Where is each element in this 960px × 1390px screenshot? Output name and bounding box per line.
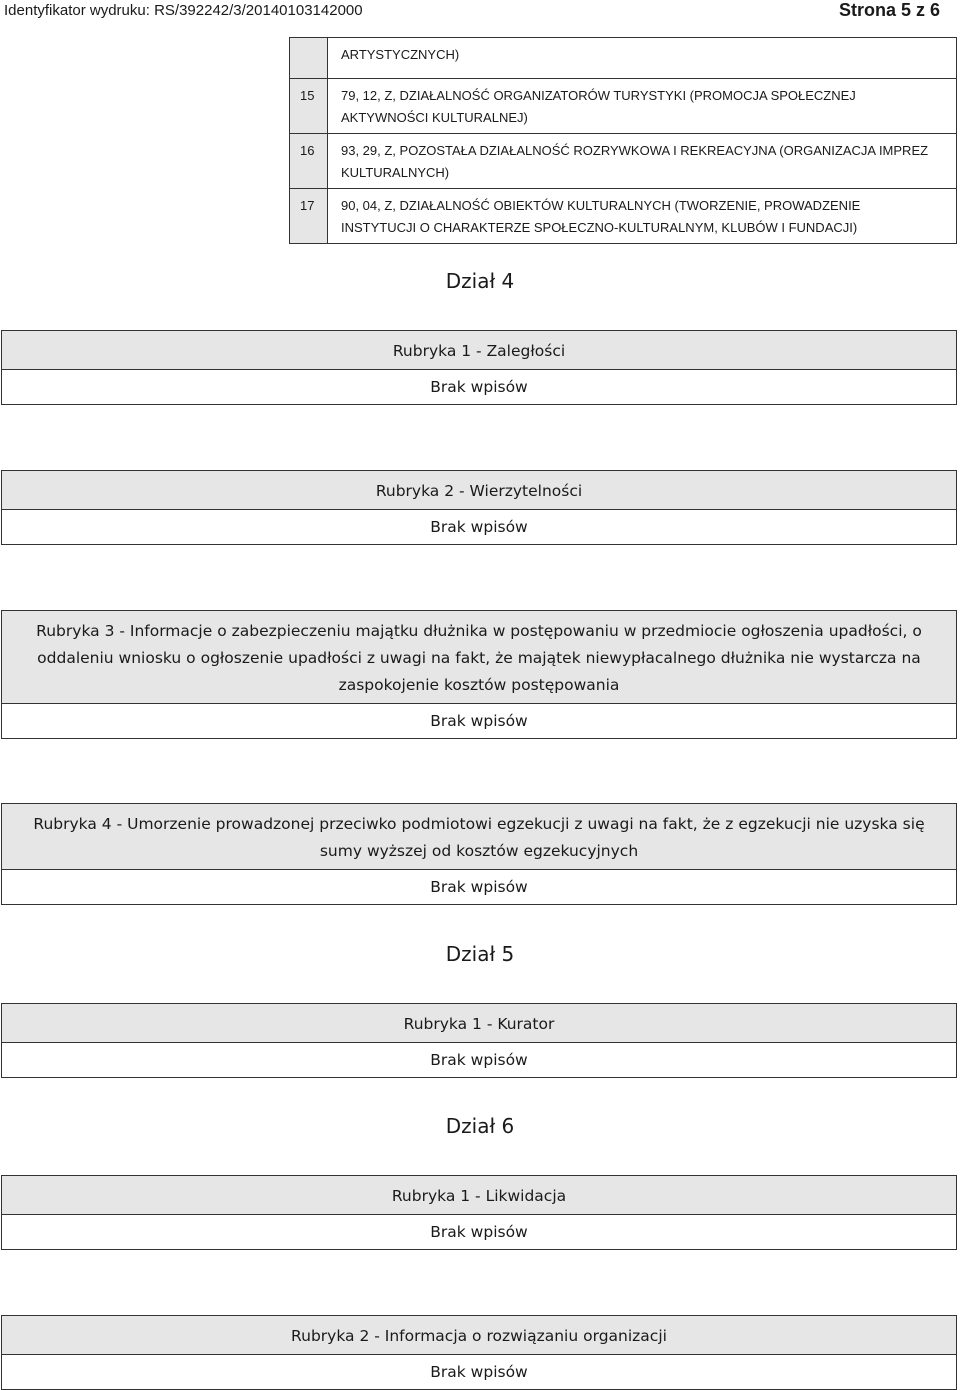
rubryka-body: Brak wpisów xyxy=(430,712,528,730)
pkd-description: 79, 12, Z, DZIAŁALNOŚĆ ORGANIZATORÓW TURYSTYKI (PROMOCJA SPOŁECZNEJ AKTYWNOŚCI KULTURALNEJ) xyxy=(328,79,957,134)
section-heading-dzial-4: Dział 4 xyxy=(445,269,515,293)
print-identifier: Identyfikator wydruku: RS/392242/3/20140103142000 xyxy=(4,2,363,19)
page-number: Strona 5 z 6 xyxy=(838,0,940,20)
pkd-description: 93, 29, Z, POZOSTAŁA DZIAŁALNOŚĆ ROZRYWKOWA I REKREACYJNA (ORGANIZACJA IMPREZ KULTURALNYCH) xyxy=(328,134,957,189)
rubryka-box-wierzytelnosci xyxy=(1,470,957,545)
rubryka-title: Rubryka 3 - Informacje o zabezpieczeniu majątku dłużnika w postępowaniu w przedmiocie ogłoszenia upadłości, o oddaleniu wniosku o ogłoszenie upadłości z uwagi na fakt, że majątek niewypłacalnego dłużnika nie wystarcza na zaspokojenie kosztów postępowania xyxy=(2,611,956,704)
rubryka-title: Rubryka 1 - Kurator xyxy=(2,1004,956,1043)
rubryka-box-rozwiazanie xyxy=(1,1315,957,1390)
rubryka-body: Brak wpisów xyxy=(430,878,528,896)
rubryka-title: Rubryka 4 - Umorzenie prowadzonej przeciwko podmiotowi egzekucji z uwagi na fakt, że z egzekucji nie uzyska się sumy wyższej od kosztów egzekucyjnych xyxy=(2,804,956,870)
row-number: 16 xyxy=(290,134,328,189)
rubryka-box-kurator xyxy=(1,1003,957,1078)
row-number xyxy=(290,38,328,79)
pkd-table xyxy=(289,37,957,244)
table-row xyxy=(290,79,957,134)
table-row xyxy=(290,189,957,244)
section-heading-dzial-5: Dział 5 xyxy=(445,942,515,966)
rubryka-body: Brak wpisów xyxy=(430,378,528,396)
rubryka-title: Rubryka 2 - Informacja o rozwiązaniu organizacji xyxy=(2,1316,956,1355)
section-heading-dzial-6: Dział 6 xyxy=(445,1114,515,1138)
rubryka-body: Brak wpisów xyxy=(430,1051,528,1069)
pkd-description: 90, 04, Z, DZIAŁALNOŚĆ OBIEKTÓW KULTURALNYCH (TWORZENIE, PROWADZENIE INSTYTUCJI O CHARAKTERZE SPOŁECZNO-KULTURALNYM, KLUBÓW I FUNDACJI) xyxy=(328,189,957,244)
rubryka-title: Rubryka 1 - Zaległości xyxy=(2,331,956,370)
pkd-description: ARTYSTYCZNYCH) xyxy=(328,38,957,79)
table-row xyxy=(290,38,957,79)
rubryka-box-umorzenie xyxy=(1,803,957,905)
page-header xyxy=(0,0,960,24)
rubryka-title: Rubryka 1 - Likwidacja xyxy=(2,1176,956,1215)
row-number: 15 xyxy=(290,79,328,134)
rubryka-box-zaleglosci xyxy=(1,330,957,405)
rubryka-body: Brak wpisów xyxy=(430,518,528,536)
rubryka-box-zabezpieczenie xyxy=(1,610,957,739)
rubryka-body: Brak wpisów xyxy=(430,1223,528,1241)
rubryka-body: Brak wpisów xyxy=(430,1363,528,1381)
rubryka-title: Rubryka 2 - Wierzytelności xyxy=(2,471,956,510)
rubryka-box-likwidacja xyxy=(1,1175,957,1250)
row-number: 17 xyxy=(290,189,328,244)
table-row xyxy=(290,134,957,189)
